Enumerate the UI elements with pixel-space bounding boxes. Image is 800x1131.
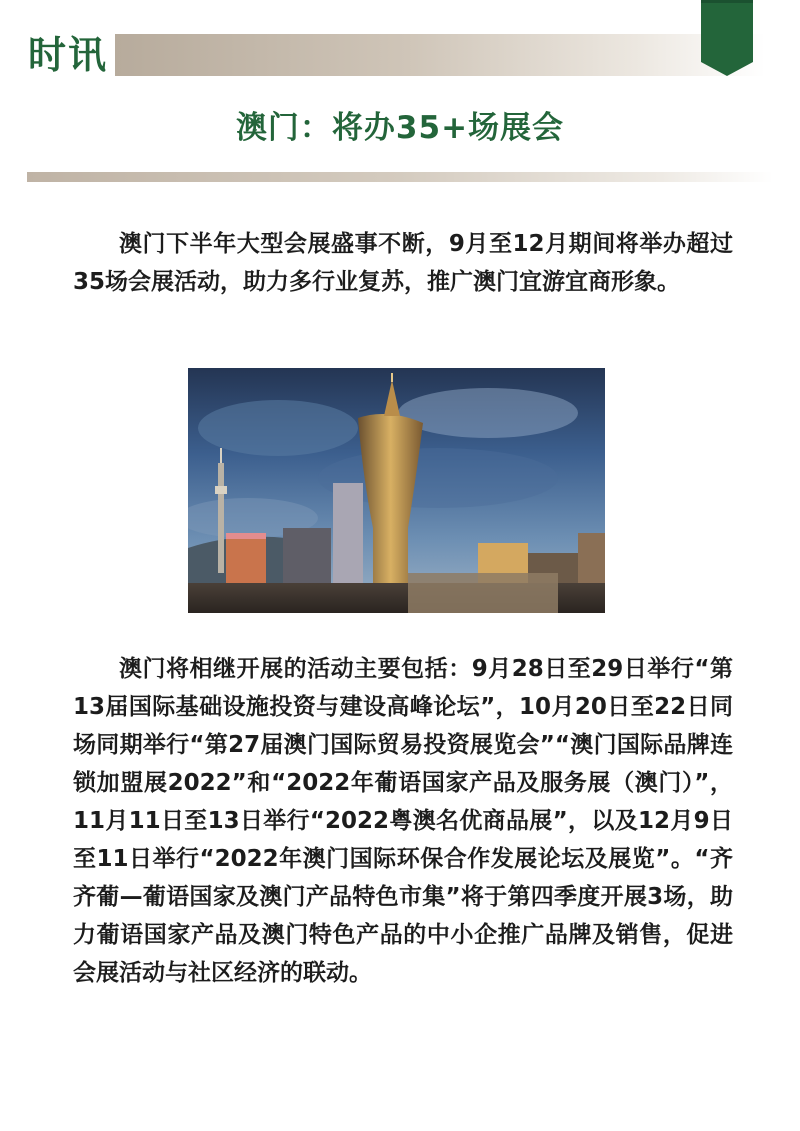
bookmark-ribbon (701, 0, 753, 76)
title-divider (27, 172, 773, 182)
article-paragraph-2: 澳门将相继开展的活动主要包括：9月28日至29日举行“第13届国际基础设施投资与建设高峰论坛”，10月20日至22日同场同期举行“第27届澳门国际贸易投资展览会”“澳门国际品牌连锁加盟展2022”和“2022年葡语国家产品及服务展（澳门）”，11月11日至13日举行“2022粤澳名优商品展”，以及12月9日至11日举行“2022年澳门国际环保合作发展论坛及展览”。“齐齐葡—葡语国家及澳门产品特色市集”将于第四季度开展3场，助力葡语国家产品及澳门特色产品的中小企推广品牌及销售，促进会展活动与社区经济的联动。 (73, 656, 733, 986)
article-paragraph-1: 澳门下半年大型会展盛事不断，9月至12月期间将举办超过35场会展活动，助力多行业复苏，推广澳门宜游宜商形象。 (73, 231, 733, 295)
macau-skyline-photo (188, 368, 605, 613)
section-label: 时讯 (28, 33, 109, 77)
header-band (115, 34, 765, 76)
article-title: 澳门：将办35+场展会 (235, 110, 565, 146)
